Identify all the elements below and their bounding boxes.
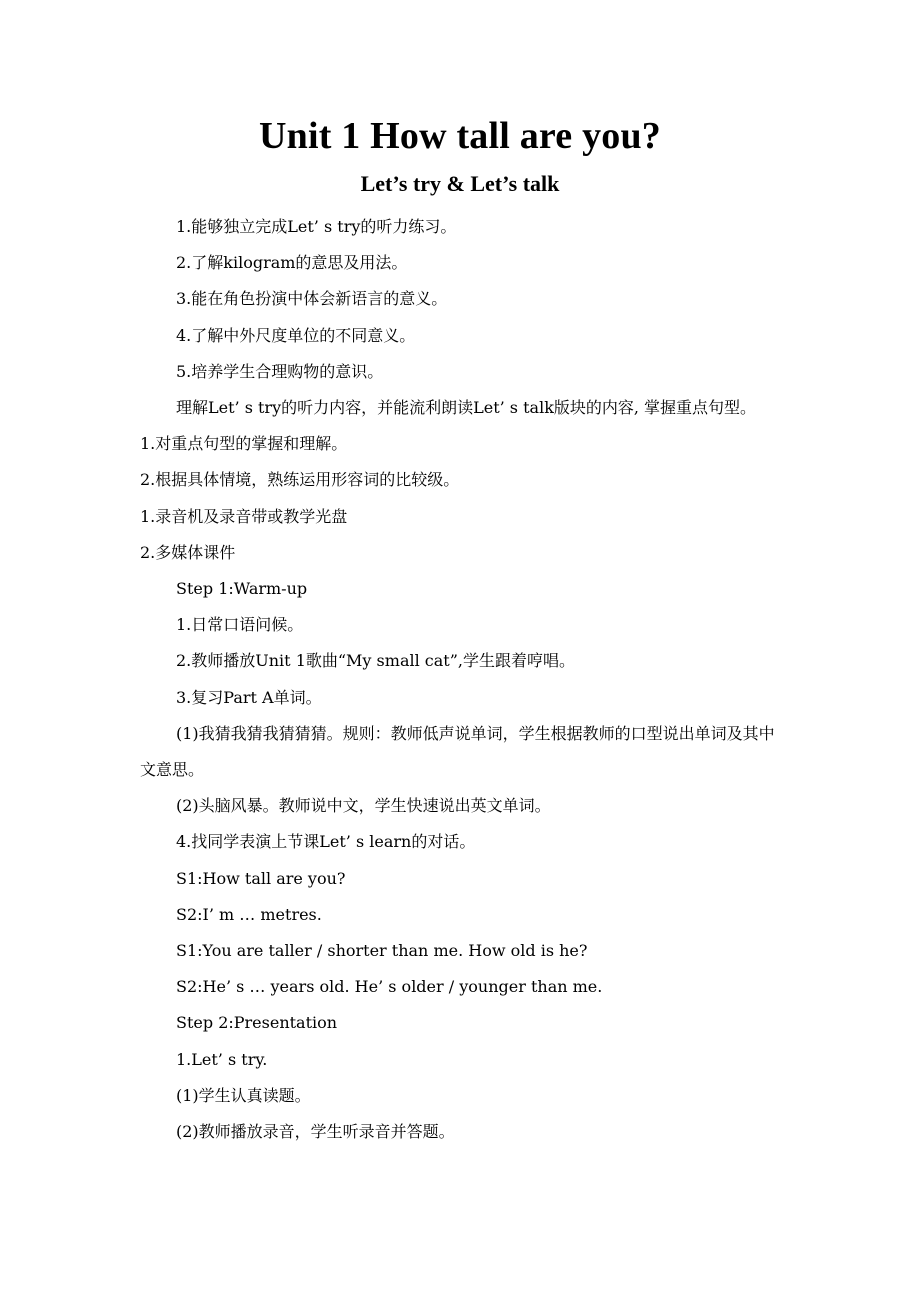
step-1-item-3-sub-1: (1)我猜我猜我猜猜猜。规则：教师低声说单词，学生根据教师的口型说出单词及其中文意思。 — [140, 723, 775, 780]
difficulty-2: 2.根据具体情境，熟练运用形容词的比较级。 — [140, 470, 460, 490]
step-1-heading: Step 1:Warm-up — [176, 579, 308, 599]
step-2-item-1-sub-1: (1)学生认真读题。 — [176, 1085, 311, 1105]
step-1-item-4: 4.找同学表演上节课Let’ s learn的对话。 — [176, 832, 476, 852]
dialogue-line-4: S2:He’ s … years old. He’ s older / younger than me. — [176, 977, 603, 997]
objective-4: 4.了解中外尺度单位的不同意义。 — [176, 325, 416, 345]
step-1-item-3-sub-2: (2)头脑风暴。教师说中文，学生快速说出英文单词。 — [176, 796, 551, 816]
step-2-item-1: 1.Let’ s try. — [176, 1049, 268, 1069]
step-2-item-1-sub-2: (2)教师播放录音，学生听录音并答题。 — [176, 1122, 455, 1142]
dialogue-line-1: S1:How tall are you? — [176, 868, 346, 888]
document-body — [140, 209, 785, 1150]
document-subtitle: Let’s try & Let’s talk — [360, 171, 560, 196]
step-1-item-2: 2.教师播放Unit 1歌曲“My small cat”,学生跟着哼唱。 — [176, 651, 575, 671]
step-1-item-1: 1.日常口语问候。 — [176, 615, 304, 635]
objective-1: 1.能够独立完成Let’ s try的听力练习。 — [176, 217, 457, 236]
key-points-paragraph: 理解Let’ s try的听力内容，并能流利朗读Let’ s talk版块的内容, 掌握重点句型。 — [176, 398, 757, 418]
step-1-item-3: 3.复习Part A单词。 — [176, 687, 322, 707]
objective-2: 2.了解kilogram的意思及用法。 — [176, 253, 408, 273]
dialogue-line-3: S1:You are taller / shorter than me. How old is he? — [176, 941, 588, 961]
objective-3: 3.能在角色扮演中体会新语言的意义。 — [176, 289, 448, 309]
material-2: 2.多媒体课件 — [140, 542, 236, 562]
step-2-heading: Step 2:Presentation — [176, 1013, 338, 1033]
document-title: Unit 1 How tall are you? — [258, 115, 662, 157]
objective-5: 5.培养学生合理购物的意识。 — [176, 361, 384, 381]
dialogue-line-2: S2:I’ m … metres. — [176, 904, 322, 924]
difficulty-1: 1.对重点句型的掌握和理解。 — [140, 434, 348, 454]
material-1: 1.录音机及录音带或教学光盘 — [140, 506, 348, 526]
